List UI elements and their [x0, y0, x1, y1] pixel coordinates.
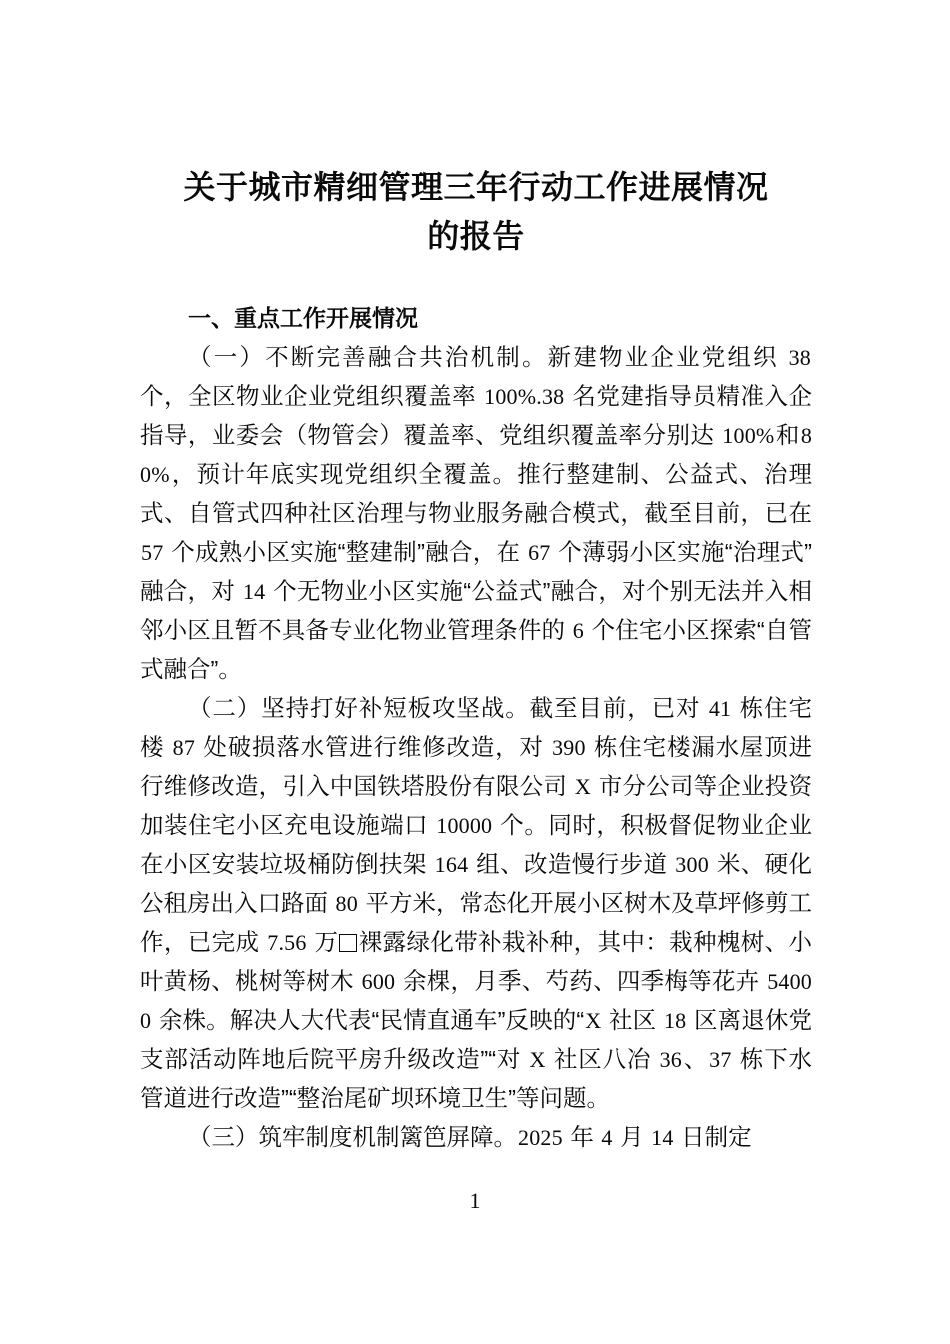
numeric-run: 10000 — [436, 813, 493, 838]
numeric-run: 4 — [601, 1125, 613, 1150]
numeric-run: 390 — [552, 735, 586, 760]
numeric-run: 37 — [709, 1047, 732, 1072]
page-number: 1 — [469, 1188, 481, 1213]
page-title — [140, 0, 812, 261]
numeric-run: 7.56 — [267, 930, 307, 955]
numeric-run: 14 — [651, 1125, 674, 1150]
numeric-run: 36 — [659, 1047, 682, 1072]
missing-glyph-box — [339, 934, 357, 952]
numeric-run: 164 — [434, 852, 469, 877]
numeric-run: 18 — [663, 1008, 687, 1033]
numeric-run: 14 — [242, 579, 266, 604]
numeric-run: 80% — [140, 423, 813, 487]
numeric-run: 38 — [788, 345, 811, 370]
numeric-run: 57 — [141, 540, 164, 565]
page-title-line-2: 的报告 — [427, 218, 525, 254]
numeric-run: 600 — [361, 969, 396, 994]
numeric-run: 100% — [722, 423, 775, 448]
numeric-run: 54000 — [140, 969, 813, 1033]
numeric-run: 67 — [528, 540, 551, 565]
section-heading: 一、重点工作开展情况 — [188, 305, 418, 331]
paragraph-2: （二）坚持打好补短板攻坚战。截至目前，已对 41 栋住宅楼 87 处破损落水管进行维修改造，对 390 栋住宅楼漏水屋顶进行维修改造，引入中国铁塔股份有限公司 X 市分公司等企业投资加装住宅小区充电设施端口 10000 个。同时，积极督促物业企业在小区安装垃圾桶防倒扶架 164 组、改造慢行步道 300 米、硬化公租房出入口路面 80 平方米，常态化开展小区树木及草坪修剪工作，已完成 7.56 万 裸露绿化带补栽补种，其中：栽种槐树、小叶黄杨、桃树等树木 600 余棵，月季、芍药、四季梅等花卉 54000 余株。解决人大代表“民情直通车”反映的“X 社区 18 区离退休党支部活动阵地后院平房升级改造”“对 X 社区八冶 36、37 栋下水管道进行改造”“整治尾矿坝环境卫生”等问题。 — [140, 695, 813, 1111]
numeric-run: 2025 — [518, 1125, 563, 1150]
numeric-run: 300 — [675, 852, 709, 877]
numeric-run: 41 — [708, 696, 732, 721]
paragraph-1: （一）不断完善融合共治机制。新建物业企业党组织 38 个，全区物业企业党组织覆盖率 100%.38 名党建指导员精准入企指导，业委会（物管会）覆盖率、党组织覆盖率分别达 100%和80%，预计年底实现党组织全覆盖。推行整建制、公益式、治理式、自管式四种社区治理与物业服务融合模式，截至目前，已在 57 个成熟小区实施“整建制”融合，在 67 个薄弱小区实施“治理式”融合，对 14 个无物业小区实施“公益式”融合，对个别无法并入相邻小区且暂不具备专业化物业管理条件的 6 个住宅小区探索“自管式融合”。 — [140, 344, 813, 682]
numeric-run: 6 — [572, 618, 584, 643]
numeric-run: 100%.38 — [484, 384, 565, 409]
document-body — [140, 0, 812, 1157]
numeric-run: X — [574, 774, 591, 799]
paragraph-3: （三）筑牢制度机制篱笆屏障。2025 年 4 月 14 日制定 — [188, 1124, 752, 1150]
numeric-run: 80 — [335, 891, 358, 916]
numeric-run: 87 — [172, 735, 196, 760]
numeric-run: X — [585, 1008, 602, 1033]
numeric-run: X — [529, 1047, 546, 1072]
page-title-line-1: 关于城市精细管理三年行动工作进展情况 — [183, 169, 769, 205]
